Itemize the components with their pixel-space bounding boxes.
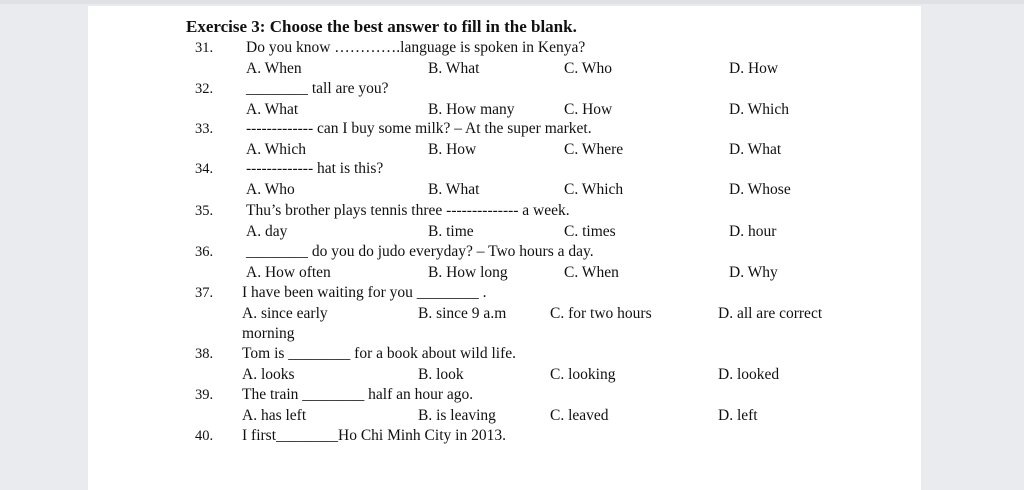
option-d: D. looked bbox=[718, 366, 780, 383]
option-c: C. for two hours bbox=[550, 305, 652, 322]
option-d: D. Whose bbox=[729, 181, 791, 198]
option-d: D. hour bbox=[729, 223, 777, 240]
question-stem: Tom is ________ for a book about wild life. bbox=[242, 345, 517, 362]
option-c: C. Where bbox=[564, 141, 624, 158]
option-c: C. When bbox=[564, 264, 619, 281]
option-a: A. Who bbox=[246, 181, 295, 198]
option-a: A. What bbox=[246, 101, 299, 118]
option-a: A. has left bbox=[242, 407, 307, 424]
option-b: B. What bbox=[428, 60, 480, 77]
option-a: A. since early bbox=[242, 305, 328, 322]
option-b: B. look bbox=[418, 366, 464, 383]
option-c: C. Which bbox=[564, 181, 624, 198]
question-number: 34. bbox=[195, 161, 214, 177]
question-number: 33. bbox=[195, 121, 214, 137]
option-a: A. looks bbox=[242, 366, 295, 383]
option-b: B. What bbox=[428, 181, 480, 198]
option-c: C. looking bbox=[550, 366, 616, 383]
question-stem: I first________Ho Chi Minh City in 2013. bbox=[242, 427, 506, 444]
option-a: A. When bbox=[246, 60, 302, 77]
option-d: D. Why bbox=[729, 264, 778, 281]
question-number: 32. bbox=[195, 81, 214, 97]
option-a-continued: morning bbox=[242, 325, 295, 342]
option-b: B. time bbox=[428, 223, 474, 240]
option-b: B. How bbox=[428, 141, 477, 158]
option-a: A. Which bbox=[246, 141, 306, 158]
question-number: 38. bbox=[195, 346, 214, 362]
question-stem: ------------- hat is this? bbox=[246, 160, 384, 177]
option-c: C. Who bbox=[564, 60, 612, 77]
option-b: B. since 9 a.m bbox=[418, 305, 507, 322]
option-d: D. How bbox=[729, 60, 779, 77]
option-b: B. is leaving bbox=[418, 407, 496, 424]
option-b: B. How many bbox=[428, 101, 515, 118]
question-stem: Thu’s brother plays tennis three -------------- a week. bbox=[246, 202, 570, 219]
window-top-edge bbox=[0, 0, 1024, 4]
question-stem: ________ do you do judo everyday? – Two hours a day. bbox=[246, 243, 594, 260]
exercise-title: Exercise 3: Choose the best answer to fill in the blank. bbox=[186, 17, 577, 36]
question-stem: ________ tall are you? bbox=[246, 80, 389, 97]
option-d: D. Which bbox=[729, 101, 789, 118]
question-number: 40. bbox=[195, 428, 214, 444]
question-number: 36. bbox=[195, 244, 214, 260]
option-d: D. all are correct bbox=[718, 305, 823, 322]
option-d: D. What bbox=[729, 141, 782, 158]
option-b: B. How long bbox=[428, 264, 508, 281]
option-a: A. How often bbox=[246, 264, 331, 281]
option-c: C. times bbox=[564, 223, 616, 240]
option-d: D. left bbox=[718, 407, 758, 424]
option-a: A. day bbox=[246, 223, 288, 240]
question-stem: ------------- can I buy some milk? – At the super market. bbox=[246, 120, 592, 137]
question-number: 35. bbox=[195, 203, 214, 219]
option-c: C. leaved bbox=[550, 407, 609, 424]
question-number: 37. bbox=[195, 285, 214, 301]
question-number: 31. bbox=[195, 40, 214, 56]
question-stem: I have been waiting for you ________ . bbox=[242, 284, 487, 301]
question-stem: Do you know ………….language is spoken in Kenya? bbox=[246, 39, 586, 56]
option-c: C. How bbox=[564, 101, 613, 118]
question-stem: The train ________ half an hour ago. bbox=[242, 386, 474, 403]
question-number: 39. bbox=[195, 387, 214, 403]
